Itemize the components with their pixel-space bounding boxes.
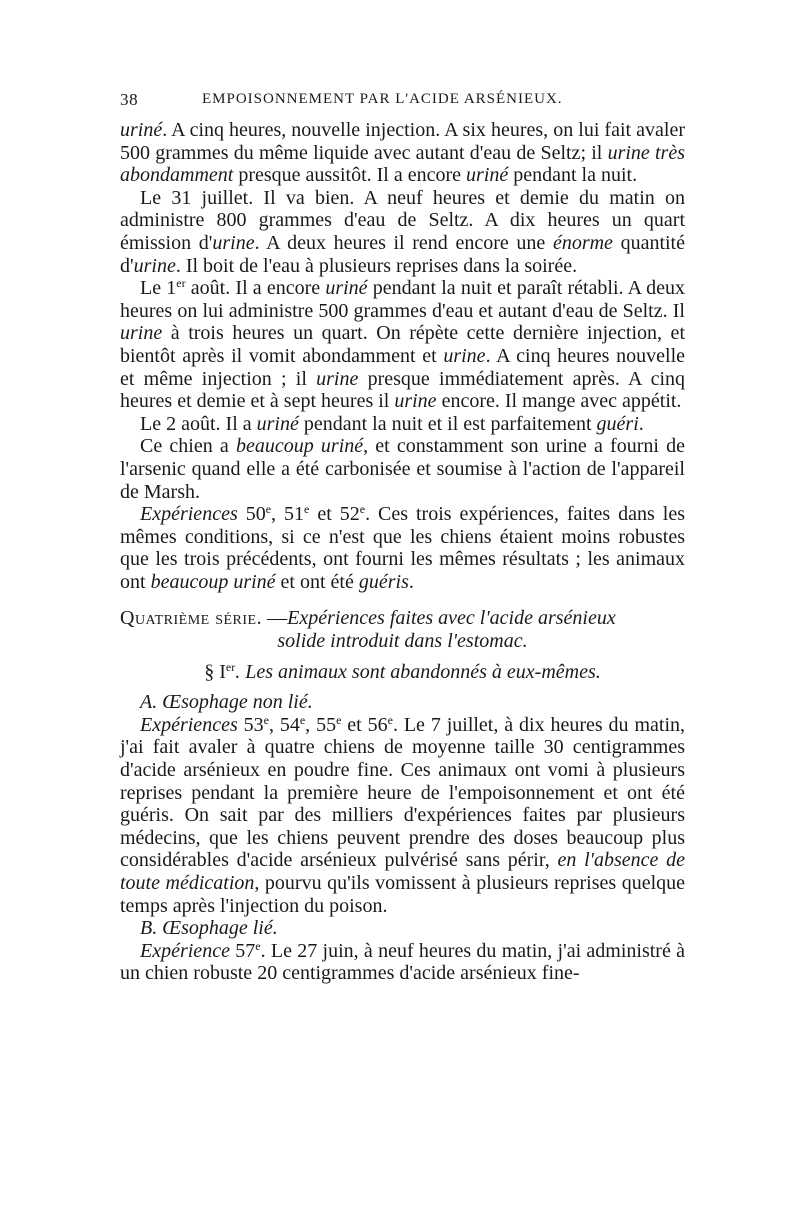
paragraph-3: [120, 277, 685, 413]
series-title-line-2: solide introduit dans l'estomac.: [277, 630, 528, 653]
superscript: e: [299, 712, 306, 727]
text-run: 53: [237, 713, 264, 736]
subheading-b-label: B. Œsophage lié.: [140, 917, 278, 940]
text-run: pendant la nuit et il est parfaitement: [298, 412, 597, 435]
text-run: Le 2 août. Il a: [140, 412, 257, 435]
text-run: 50: [237, 503, 266, 526]
superscript: e: [359, 502, 366, 517]
spacer: [120, 653, 685, 661]
italic-text: guéris: [358, 570, 409, 593]
text-run: Ce chien a: [140, 435, 236, 458]
running-title: EMPOISONNEMENT PAR L'ACIDE ARSÉNIEUX.: [202, 91, 563, 107]
italic-text: Expérience: [140, 939, 230, 962]
text-run: . Le 27 juin, à neuf heures du matin, j'ai administré à un chien robuste 20 centigrammes d'acide arsénieux fine-: [120, 939, 686, 985]
subheading-a-label: A. Œsophage non lié.: [140, 691, 313, 714]
italic-text: urine: [316, 367, 359, 390]
paragraph-6: [120, 503, 685, 593]
text-run: presque aussitôt. Il a encore: [233, 164, 467, 187]
subheading-b: [120, 917, 685, 940]
paragraph-7: [120, 714, 685, 917]
subheading-a: [120, 691, 685, 714]
text-run: , 51: [271, 503, 305, 526]
text-run: et 52: [309, 503, 360, 526]
paragraph-1: [120, 119, 685, 187]
page-number: 38: [120, 90, 139, 109]
series-heading: [120, 607, 685, 630]
text-run: , 54: [268, 713, 300, 736]
section-sign: § I: [204, 660, 226, 683]
text-run: pendant la nuit et paraît rétabli. A deux heures on lui administre 500 grammes d'eau et autant d'eau de Seltz. Il: [120, 277, 685, 322]
text-run: août. Il a encore: [185, 277, 326, 300]
page-header: [120, 84, 680, 114]
paragraph-4: [120, 413, 685, 436]
italic-text: urine: [120, 322, 163, 345]
italic-text: uriné: [256, 412, 299, 435]
italic-text: urine: [394, 390, 437, 413]
text-run: presque immédiatement après. A cinq heures et demie et à sept heures il: [120, 367, 686, 413]
superscript: e: [336, 712, 342, 727]
text-run: . Ces trois expériences, faites dans les mêmes conditions, si ce n'est que les chiens étaient moins robustes que les trois précédents, ont fourni les mêmes résultats ; les animaux ont: [120, 503, 686, 593]
superscript: e: [387, 712, 393, 727]
italic-text: Expériences: [140, 713, 238, 736]
italic-text: beaucoup uriné: [150, 570, 276, 593]
section-title: . Les animaux sont abandonnés à eux-mêmes.: [235, 660, 601, 683]
italic-text: urine: [443, 344, 486, 367]
text-run: Le 1: [140, 277, 177, 300]
text-run: . A cinq heures nouvelle et même injection ; il: [120, 344, 686, 390]
text-run: et ont été: [275, 570, 359, 593]
italic-text: urine très abondamment: [120, 141, 686, 187]
text-run: pendant la nuit.: [508, 164, 638, 187]
spacer: [120, 683, 685, 691]
superscript: e: [265, 502, 272, 517]
body-text: [120, 119, 685, 985]
italic-text: uriné: [325, 277, 368, 300]
series-label: Quatrième série.: [120, 607, 263, 630]
superscript: e: [255, 938, 261, 953]
superscript: er: [176, 276, 186, 291]
text-run: à trois heures un quart. On répète cette dernière injection, et bientôt après il vomit abondamment et: [120, 322, 685, 367]
text-run: . Le 7 juillet, à dix heures du matin, j'ai fait avaler à quatre chiens de moyenne taille 30 centigrammes d'acide arsénieux en poudre fine. Ces animaux ont vomi à plusieurs reprises pendant la première heure de l'empoisonnement et ont été guéris. On sait par des milliers d'expériences faites par plusieurs médecins, que les chiens peuvent prendre des doses beaucoup plus considérables d'acide arsénieux pulvérisé sans périr,: [120, 713, 685, 872]
italic-text: beaucoup uriné: [235, 435, 364, 458]
text-run: , pourvu qu'ils vomissent à plusieurs reprises quelque temps après l'injection du poison.: [120, 872, 685, 917]
text-run: Le 31 juillet. Il va bien. A neuf heures et demie du matin on administre 800 grammes d'eau de Seltz. A dix heures un quart émission d': [120, 186, 685, 254]
text-run: .: [638, 412, 644, 435]
italic-text: uriné: [466, 164, 509, 187]
italic-text: énorme: [552, 231, 613, 254]
text-run: et 56: [341, 713, 388, 736]
paragraph-2: [120, 187, 685, 277]
spacer: [120, 593, 685, 607]
text-run: . A cinq heures, nouvelle injection. A six heures, on lui fait avaler 500 grammes du même liquide avec autant d'eau de Seltz; il: [120, 119, 685, 164]
italic-text: guéri: [596, 412, 639, 435]
paragraph-8: [120, 940, 685, 985]
italic-text: uriné: [120, 119, 163, 141]
text-run: quantité d': [120, 231, 685, 277]
italic-text: urine: [212, 231, 255, 254]
italic-text: urine: [133, 254, 176, 277]
text-run: . A deux heures il rend encore une: [254, 231, 553, 254]
italic-text: Expériences: [140, 503, 238, 526]
superscript: e: [304, 502, 310, 517]
text-run: encore. Il mange avec appétit.: [436, 390, 682, 413]
text-run: . Il boit de l'eau à plusieurs reprises dans la soirée.: [175, 254, 578, 277]
italic-text: en l'absence de toute médication: [120, 849, 685, 894]
text-run: , et constamment son urine a fourni de l'arsenic quand elle a été carbonisée et soumise à l'action de l'appareil de Marsh.: [120, 435, 685, 503]
series-title-line-1: Expériences faites avec l'acide arsénieux: [287, 607, 616, 630]
section-heading: [120, 661, 685, 684]
superscript: e: [263, 712, 269, 727]
paragraph-5: [120, 435, 685, 503]
series-heading-line-2: [120, 630, 685, 653]
superscript: er: [225, 659, 236, 674]
text-run: 57: [229, 939, 256, 962]
text-run: —: [262, 607, 288, 630]
text-run: , 55: [305, 713, 337, 736]
text-run: .: [408, 570, 414, 593]
